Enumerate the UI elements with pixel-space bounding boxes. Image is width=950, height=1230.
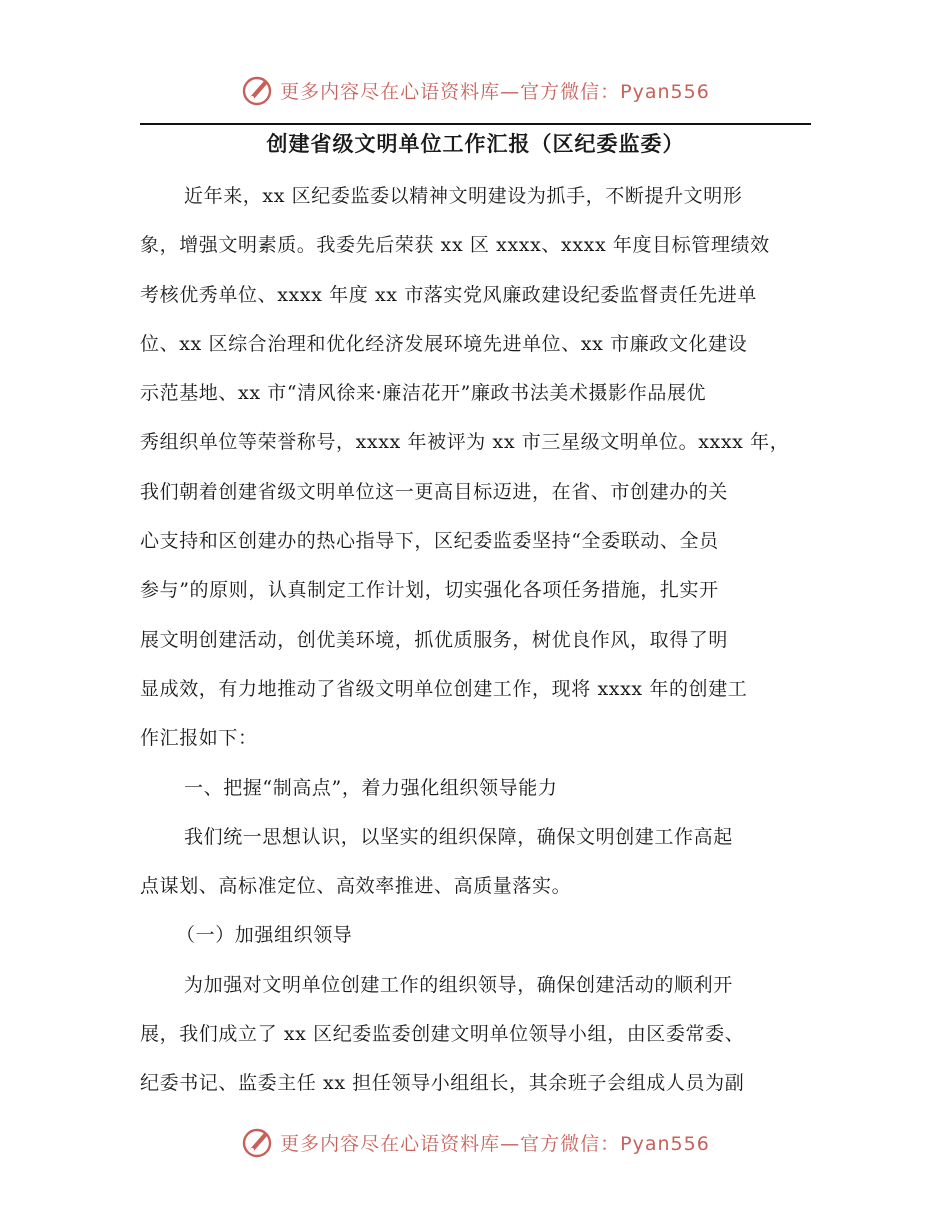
watermark-text: 更多内容尽在心语资料库—官方微信：Pyan556 xyxy=(280,1132,710,1155)
document-body xyxy=(140,180,820,1117)
subsection-heading: （一）加强组织领导 xyxy=(176,924,353,947)
paragraph-line: 作汇报如下： xyxy=(140,727,258,750)
paragraph-line: 心支持和区创建办的热心指导下，区纪委监委坚持“全委联动、全员 xyxy=(140,530,719,553)
watermark-header xyxy=(0,70,950,110)
paragraph-line: 秀组织单位等荣誉称号，xxxx 年被评为 xx 市三星级文明单位。xxxx 年， xyxy=(140,431,790,454)
pen-nib-logo-icon xyxy=(240,73,274,107)
pen-nib-logo-icon xyxy=(240,1125,274,1159)
paragraph-line: 展文明创建活动，创优美环境，抓优质服务，树优良作风，取得了明 xyxy=(140,628,729,651)
paragraph-line: 展，我们成立了 xx 区纪委监委创建文明单位领导小组，由区委常委、 xyxy=(140,1023,745,1046)
watermark-text: 更多内容尽在心语资料库—官方微信：Pyan556 xyxy=(280,80,710,103)
section-heading: 一、把握“制高点”，着力强化组织领导能力 xyxy=(184,776,558,799)
watermark-footer xyxy=(0,1122,950,1162)
paragraph-line: 近年来，xx 区纪委监委以精神文明建设为抓手，不断提升文明形 xyxy=(184,185,743,207)
paragraph-line: 参与”的原则，认真制定工作计划，切实强化各项任务措施，扎实开 xyxy=(140,579,719,602)
paragraph-line: 象，增强文明素质。我委先后荣获 xx 区 xxxx、xxxx 年度目标管理绩效 xyxy=(140,234,770,257)
paragraph-line: 纪委书记、监委主任 xx 担任领导小组组长，其余班子会组成人员为副 xyxy=(140,1072,745,1095)
paragraph-line: 点谋划、高标准定位、高效率推进、高质量落实。 xyxy=(140,875,572,898)
paragraph-line: 示范基地、xx 市“清风徐来·廉洁花开”廉政书法美术摄影作品展优 xyxy=(140,382,707,405)
header-divider xyxy=(140,123,811,125)
document-title: 创建省级文明单位工作汇报（区纪委监委） xyxy=(266,131,685,156)
paragraph-line: 位、xx 区综合治理和优化经济发展环境先进单位、xx 市廉政文化建设 xyxy=(140,332,748,355)
paragraph-line: 显成效，有力地推动了省级文明单位创建工作，现将 xxxx 年的创建工 xyxy=(140,677,748,700)
paragraph-line: 我们朝着创建省级文明单位这一更高目标迈进，在省、市创建办的关 xyxy=(140,480,729,503)
paragraph-line: 考核优秀单位、xxxx 年度 xx 市落实党风廉政建设纪委监督责任先进单 xyxy=(140,283,758,306)
paragraph-line: 我们统一思想认识，以坚实的组织保障，确保文明创建工作高起 xyxy=(184,825,733,848)
paragraph-line: 为加强对文明单位创建工作的组织领导，确保创建活动的顺利开 xyxy=(184,973,733,996)
